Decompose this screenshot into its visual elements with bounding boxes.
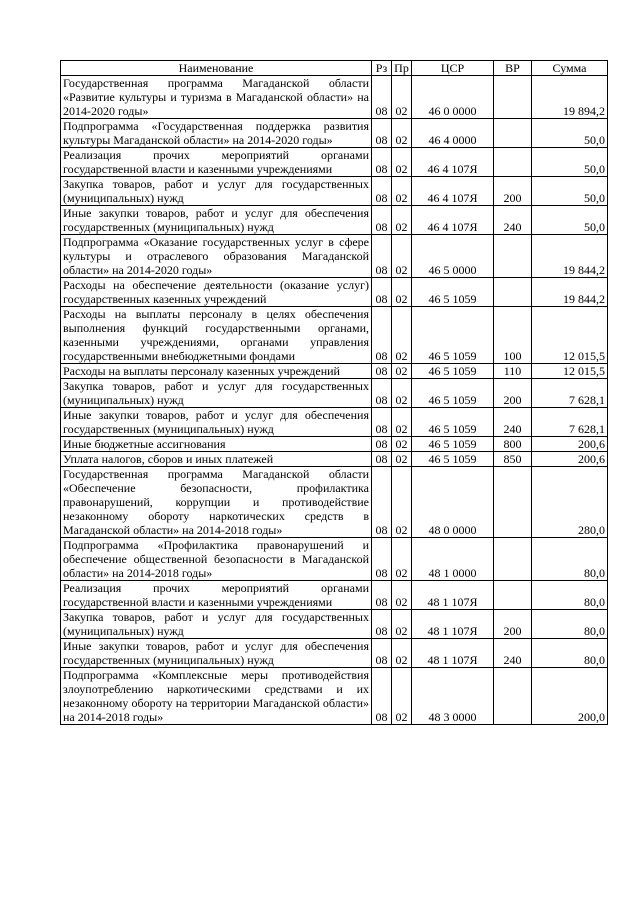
- cell-csr: 46 4 0000: [412, 119, 494, 148]
- cell-rz: 08: [372, 581, 392, 610]
- cell-sum: 200,6: [532, 452, 608, 467]
- cell-rz: 08: [372, 119, 392, 148]
- table-row: [61, 408, 608, 437]
- cell-rz: 08: [372, 206, 392, 235]
- cell-vr: 240: [494, 408, 532, 437]
- document-page: [60, 60, 607, 725]
- cell-vr: [494, 467, 532, 538]
- cell-name: Расходы на выплаты персоналу казенных учреждений: [61, 364, 372, 379]
- cell-name: Расходы на обеспечение деятельности (оказание услуг) государственных казенных учреждений: [61, 278, 372, 307]
- cell-csr: 46 0 0000: [412, 76, 494, 119]
- cell-csr: 46 4 107Я: [412, 148, 494, 177]
- cell-name: Иные бюджетные ассигнования: [61, 437, 372, 452]
- table-row: [61, 452, 608, 467]
- cell-pr: 02: [392, 278, 412, 307]
- cell-sum: 280,0: [532, 467, 608, 538]
- table-row: [61, 610, 608, 639]
- cell-vr: [494, 148, 532, 177]
- table-row: [61, 235, 608, 278]
- cell-vr: 100: [494, 307, 532, 364]
- cell-rz: 08: [372, 364, 392, 379]
- table-row: [61, 278, 608, 307]
- cell-rz: 08: [372, 668, 392, 725]
- cell-sum: 7 628,1: [532, 379, 608, 408]
- table-row: [61, 206, 608, 235]
- table-row: [61, 364, 608, 379]
- cell-rz: 08: [372, 639, 392, 668]
- cell-csr: 48 1 0000: [412, 538, 494, 581]
- cell-sum: 7 628,1: [532, 408, 608, 437]
- cell-csr: 46 5 0000: [412, 235, 494, 278]
- cell-sum: 19 894,2: [532, 76, 608, 119]
- cell-pr: 02: [392, 538, 412, 581]
- cell-vr: [494, 235, 532, 278]
- cell-sum: 12 015,5: [532, 307, 608, 364]
- cell-pr: 02: [392, 235, 412, 278]
- table-row: [61, 307, 608, 364]
- cell-vr: [494, 581, 532, 610]
- cell-sum: 50,0: [532, 206, 608, 235]
- cell-sum: 50,0: [532, 148, 608, 177]
- cell-pr: 02: [392, 148, 412, 177]
- cell-sum: 80,0: [532, 538, 608, 581]
- cell-name: Подпрограмма «Оказание государственных услуг в сфере культуры и отраслевого образования Магаданской области» на 2014-2020 годы»: [61, 235, 372, 278]
- cell-rz: 08: [372, 610, 392, 639]
- cell-csr: 46 5 1059: [412, 408, 494, 437]
- cell-rz: 08: [372, 278, 392, 307]
- cell-sum: 80,0: [532, 610, 608, 639]
- cell-rz: 08: [372, 437, 392, 452]
- cell-rz: 08: [372, 235, 392, 278]
- table-row: [61, 581, 608, 610]
- cell-sum: 200,0: [532, 668, 608, 725]
- cell-vr: 200: [494, 379, 532, 408]
- cell-csr: 46 4 107Я: [412, 206, 494, 235]
- cell-vr: [494, 119, 532, 148]
- cell-sum: 12 015,5: [532, 364, 608, 379]
- cell-name: Реализация прочих мероприятий органами государственной власти и казенными учреждениями: [61, 148, 372, 177]
- cell-rz: 08: [372, 408, 392, 437]
- table-row: [61, 148, 608, 177]
- cell-vr: 850: [494, 452, 532, 467]
- budget-table: [60, 60, 608, 725]
- cell-sum: 50,0: [532, 119, 608, 148]
- cell-pr: 02: [392, 437, 412, 452]
- cell-csr: 46 5 1059: [412, 307, 494, 364]
- header-name: Наименование: [61, 61, 372, 76]
- table-row: [61, 538, 608, 581]
- cell-pr: 02: [392, 639, 412, 668]
- cell-csr: 46 4 107Я: [412, 177, 494, 206]
- cell-csr: 48 3 0000: [412, 668, 494, 725]
- cell-rz: 08: [372, 467, 392, 538]
- cell-name: Государственная программа Магаданской области «Обеспечение безопасности, профилактика правонарушений, коррупции и противодействие незаконному обороту наркотических средств в Магаданской области» на 2014-2018 годы»: [61, 467, 372, 538]
- cell-vr: 200: [494, 610, 532, 639]
- table-row: [61, 639, 608, 668]
- cell-pr: 02: [392, 119, 412, 148]
- cell-vr: 200: [494, 177, 532, 206]
- cell-csr: 48 1 107Я: [412, 639, 494, 668]
- cell-name: Закупка товаров, работ и услуг для государственных (муниципальных) нужд: [61, 610, 372, 639]
- table-row: [61, 668, 608, 725]
- cell-vr: 240: [494, 206, 532, 235]
- cell-pr: 02: [392, 668, 412, 725]
- cell-pr: 02: [392, 177, 412, 206]
- table-row: [61, 437, 608, 452]
- table-row: [61, 379, 608, 408]
- cell-vr: [494, 668, 532, 725]
- cell-pr: 02: [392, 76, 412, 119]
- cell-csr: 46 5 1059: [412, 379, 494, 408]
- cell-rz: 08: [372, 307, 392, 364]
- cell-csr: 48 0 0000: [412, 467, 494, 538]
- cell-rz: 08: [372, 452, 392, 467]
- cell-pr: 02: [392, 581, 412, 610]
- cell-pr: 02: [392, 452, 412, 467]
- table-row: [61, 119, 608, 148]
- cell-pr: 02: [392, 364, 412, 379]
- cell-name: Подпрограмма «Комплексные меры противодействия злоупотреблению наркотическими средствами и их незаконному обороту на территории Магаданской области» на 2014-2018 годы»: [61, 668, 372, 725]
- cell-vr: [494, 278, 532, 307]
- cell-rz: 08: [372, 177, 392, 206]
- cell-pr: 02: [392, 206, 412, 235]
- cell-vr: 240: [494, 639, 532, 668]
- cell-sum: 50,0: [532, 177, 608, 206]
- cell-pr: 02: [392, 379, 412, 408]
- cell-vr: [494, 76, 532, 119]
- cell-csr: 48 1 107Я: [412, 610, 494, 639]
- cell-name: Подпрограмма «Профилактика правонарушений и обеспечение общественной безопасности в Магаданской области» на 2014-2018 годы»: [61, 538, 372, 581]
- cell-name: Иные закупки товаров, работ и услуг для обеспечения государственных (муниципальных) нужд: [61, 408, 372, 437]
- cell-csr: 48 1 107Я: [412, 581, 494, 610]
- header-pr: Пр: [392, 61, 412, 76]
- cell-name: Подпрограмма «Государственная поддержка развития культуры Магаданской области» на 2014-2020 годы»: [61, 119, 372, 148]
- cell-vr: [494, 538, 532, 581]
- cell-name: Уплата налогов, сборов и иных платежей: [61, 452, 372, 467]
- cell-rz: 08: [372, 538, 392, 581]
- cell-csr: 46 5 1059: [412, 452, 494, 467]
- cell-sum: 19 844,2: [532, 278, 608, 307]
- cell-sum: 19 844,2: [532, 235, 608, 278]
- cell-name: Иные закупки товаров, работ и услуг для обеспечения государственных (муниципальных) нужд: [61, 639, 372, 668]
- header-row: [61, 61, 608, 76]
- cell-sum: 200,6: [532, 437, 608, 452]
- cell-rz: 08: [372, 379, 392, 408]
- cell-vr: 110: [494, 364, 532, 379]
- table-header: [61, 61, 608, 76]
- table-row: [61, 467, 608, 538]
- cell-sum: 80,0: [532, 581, 608, 610]
- cell-pr: 02: [392, 408, 412, 437]
- cell-csr: 46 5 1059: [412, 437, 494, 452]
- cell-name: Расходы на выплаты персоналу в целях обеспечения выполнения функций государственными органами, казенными учреждениями, органами управления государственными внебюджетными фондами: [61, 307, 372, 364]
- cell-name: Реализация прочих мероприятий органами государственной власти и казенными учреждениями: [61, 581, 372, 610]
- cell-vr: 800: [494, 437, 532, 452]
- table-body: [61, 76, 608, 725]
- cell-rz: 08: [372, 76, 392, 119]
- cell-pr: 02: [392, 610, 412, 639]
- cell-name: Закупка товаров, работ и услуг для государственных (муниципальных) нужд: [61, 177, 372, 206]
- header-sum: Сумма: [532, 61, 608, 76]
- header-csr: ЦСР: [412, 61, 494, 76]
- header-vr: ВР: [494, 61, 532, 76]
- table-row: [61, 177, 608, 206]
- table-row: [61, 76, 608, 119]
- cell-rz: 08: [372, 148, 392, 177]
- cell-name: Иные закупки товаров, работ и услуг для обеспечения государственных (муниципальных) нужд: [61, 206, 372, 235]
- cell-name: Закупка товаров, работ и услуг для государственных (муниципальных) нужд: [61, 379, 372, 408]
- cell-name: Государственная программа Магаданской области «Развитие культуры и туризма в Магаданской области» на 2014-2020 годы»: [61, 76, 372, 119]
- cell-sum: 80,0: [532, 639, 608, 668]
- cell-pr: 02: [392, 467, 412, 538]
- header-rz: Рз: [372, 61, 392, 76]
- cell-csr: 46 5 1059: [412, 278, 494, 307]
- cell-pr: 02: [392, 307, 412, 364]
- cell-csr: 46 5 1059: [412, 364, 494, 379]
